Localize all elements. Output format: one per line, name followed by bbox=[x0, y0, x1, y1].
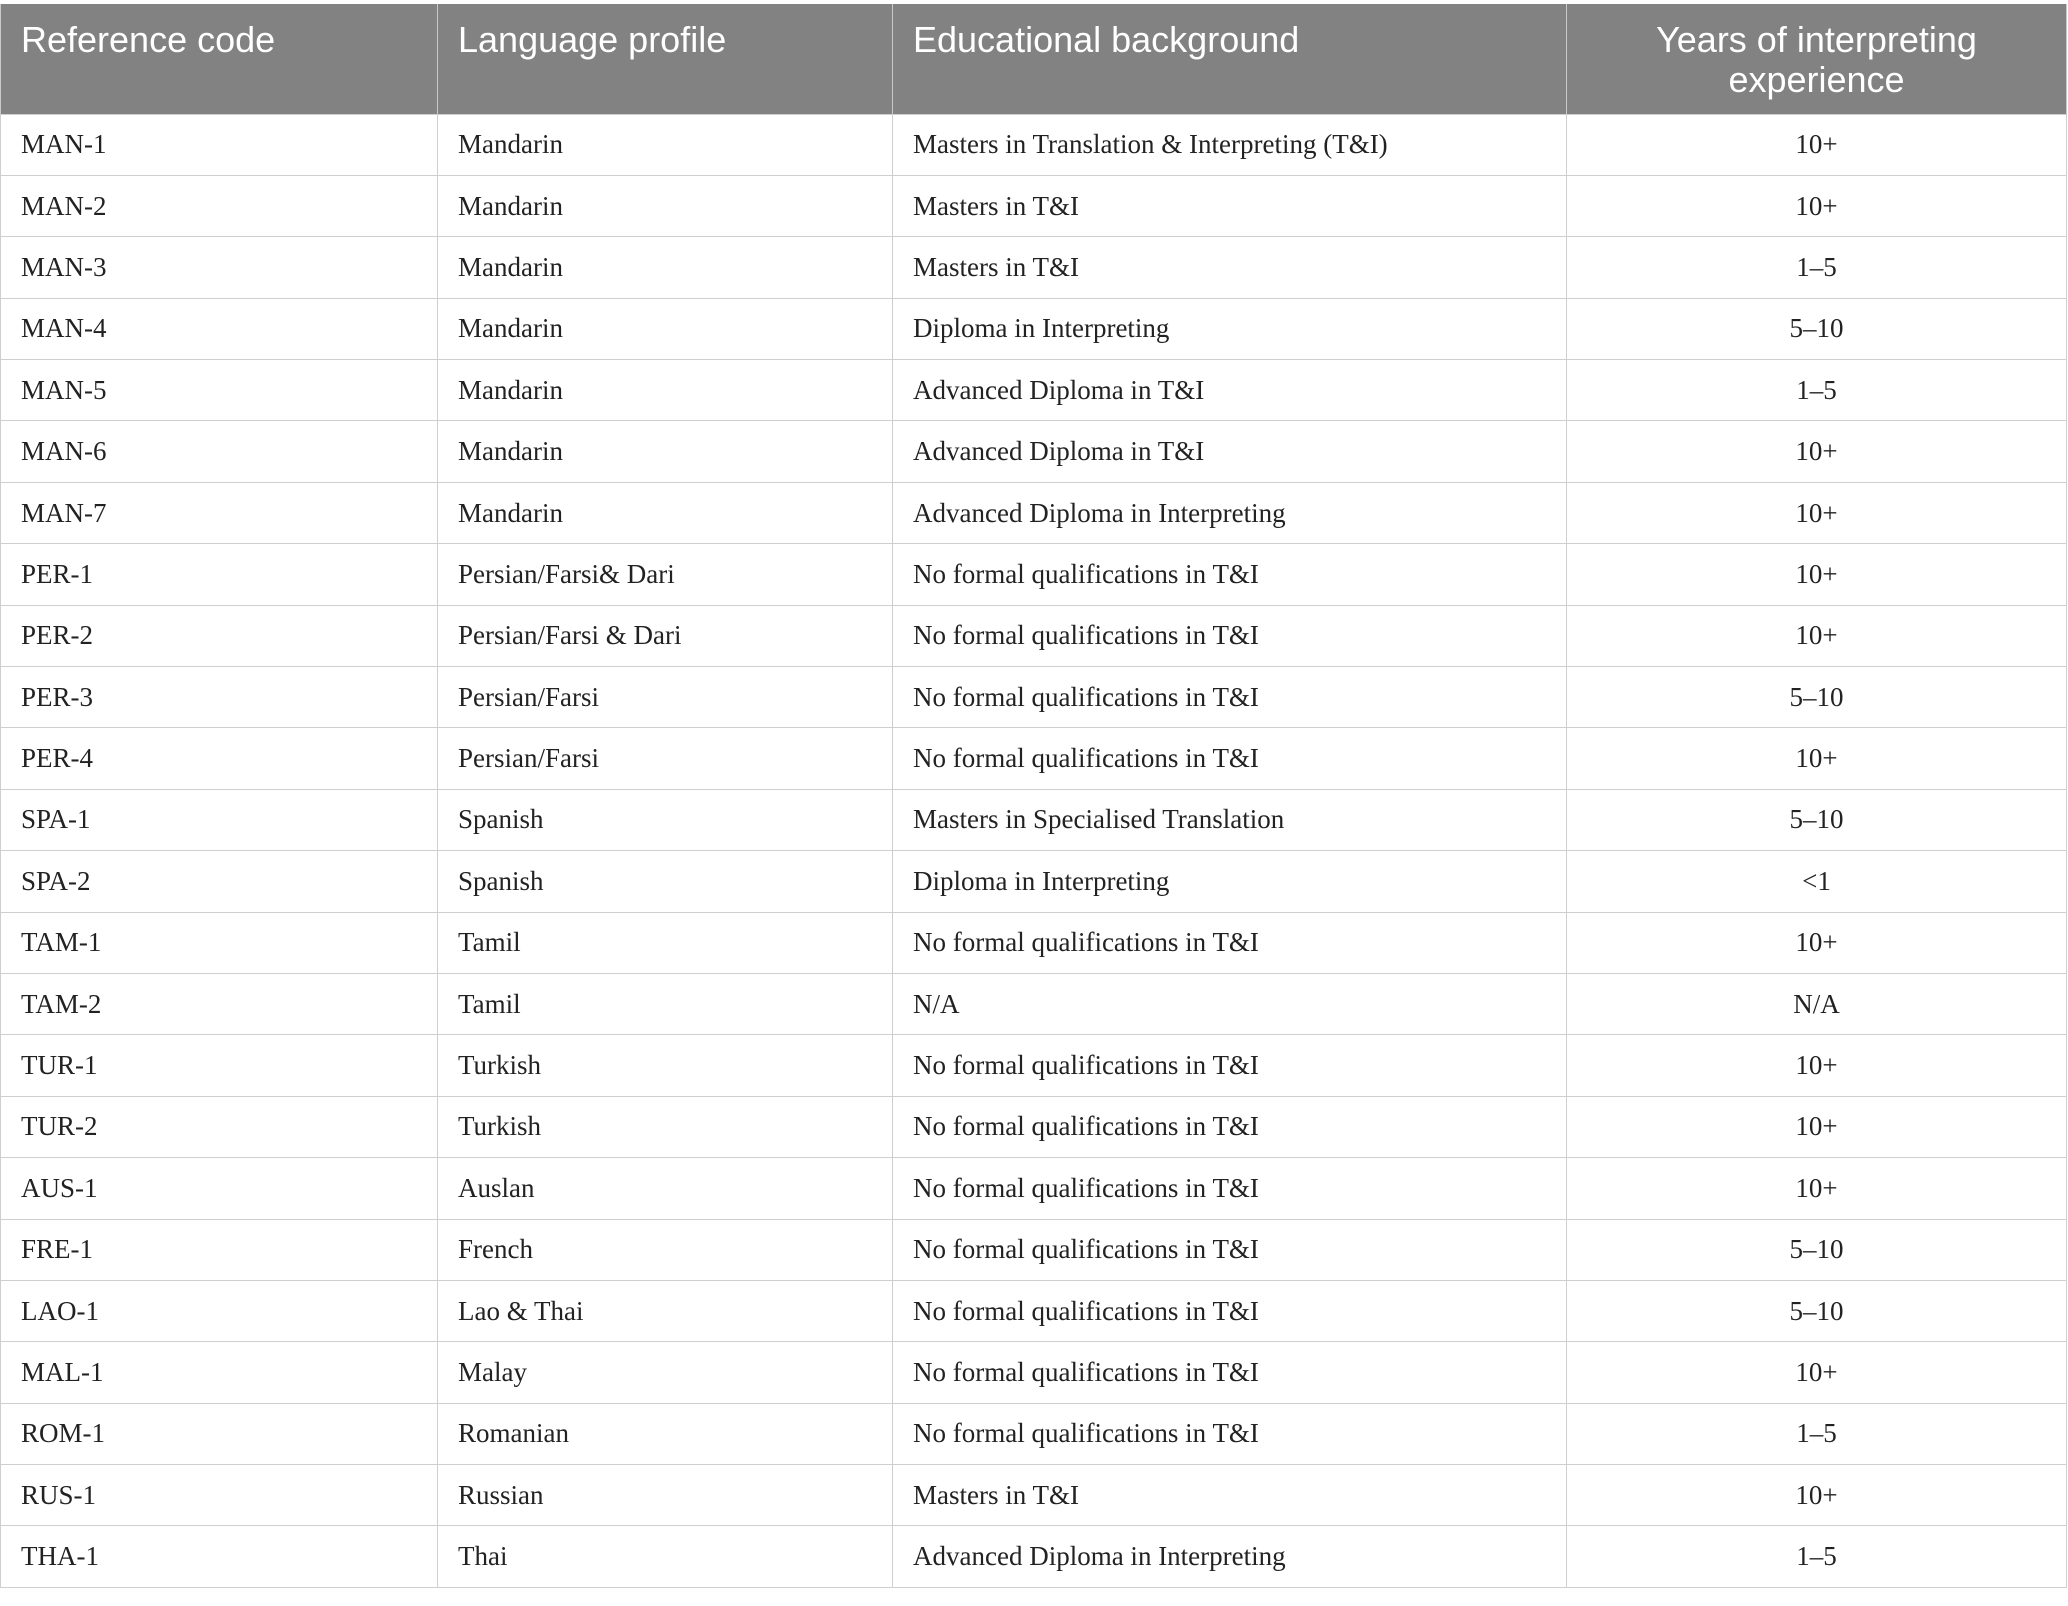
table-row bbox=[1, 298, 2067, 359]
cell-years-experience: 10+ bbox=[1567, 605, 2067, 666]
table-row bbox=[1, 1280, 2067, 1341]
cell-educational-background: No formal qualifications in T&I bbox=[893, 1280, 1567, 1341]
cell-years-experience: 10+ bbox=[1567, 1158, 2067, 1219]
cell-educational-background: Masters in T&I bbox=[893, 175, 1567, 236]
cell-language-profile: Persian/Farsi bbox=[438, 667, 893, 728]
cell-language-profile: Turkish bbox=[438, 1035, 893, 1096]
cell-language-profile: Mandarin bbox=[438, 298, 893, 359]
cell-educational-background: Masters in T&I bbox=[893, 1465, 1567, 1526]
cell-language-profile: Persian/Farsi& Dari bbox=[438, 544, 893, 605]
cell-years-experience: 1–5 bbox=[1567, 360, 2067, 421]
table-row bbox=[1, 114, 2067, 175]
table-row bbox=[1, 789, 2067, 850]
cell-language-profile: Mandarin bbox=[438, 421, 893, 482]
cell-educational-background: Advanced Diploma in Interpreting bbox=[893, 1526, 1567, 1587]
table-row bbox=[1, 544, 2067, 605]
cell-language-profile: Persian/Farsi bbox=[438, 728, 893, 789]
table-row bbox=[1, 1219, 2067, 1280]
cell-years-experience: 10+ bbox=[1567, 175, 2067, 236]
cell-educational-background: Masters in Translation & Interpreting (T&I) bbox=[893, 114, 1567, 175]
cell-language-profile: Tamil bbox=[438, 973, 893, 1034]
table-row bbox=[1, 605, 2067, 666]
cell-educational-background: No formal qualifications in T&I bbox=[893, 544, 1567, 605]
cell-reference-code: MAN-5 bbox=[1, 360, 438, 421]
cell-years-experience: 5–10 bbox=[1567, 1280, 2067, 1341]
participants-table bbox=[0, 4, 2067, 1588]
cell-language-profile: Thai bbox=[438, 1526, 893, 1587]
cell-educational-background: Diploma in Interpreting bbox=[893, 851, 1567, 912]
cell-language-profile: Spanish bbox=[438, 789, 893, 850]
cell-reference-code: SPA-1 bbox=[1, 789, 438, 850]
cell-educational-background: N/A bbox=[893, 973, 1567, 1034]
table-row bbox=[1, 851, 2067, 912]
cell-reference-code: PER-1 bbox=[1, 544, 438, 605]
cell-reference-code: TUR-1 bbox=[1, 1035, 438, 1096]
cell-reference-code: MAN-7 bbox=[1, 482, 438, 543]
cell-years-experience: N/A bbox=[1567, 973, 2067, 1034]
cell-reference-code: SPA-2 bbox=[1, 851, 438, 912]
cell-language-profile: Russian bbox=[438, 1465, 893, 1526]
cell-reference-code: PER-4 bbox=[1, 728, 438, 789]
cell-educational-background: Masters in T&I bbox=[893, 237, 1567, 298]
table-row bbox=[1, 1403, 2067, 1464]
cell-years-experience: 10+ bbox=[1567, 1096, 2067, 1157]
cell-reference-code: MAL-1 bbox=[1, 1342, 438, 1403]
participants-table-container bbox=[0, 4, 2066, 1588]
cell-language-profile: Turkish bbox=[438, 1096, 893, 1157]
cell-reference-code: FRE-1 bbox=[1, 1219, 438, 1280]
table-row bbox=[1, 1465, 2067, 1526]
cell-years-experience: 1–5 bbox=[1567, 1403, 2067, 1464]
cell-language-profile: Persian/Farsi & Dari bbox=[438, 605, 893, 666]
cell-language-profile: Mandarin bbox=[438, 175, 893, 236]
table-row bbox=[1, 1526, 2067, 1587]
cell-years-experience: 10+ bbox=[1567, 421, 2067, 482]
cell-language-profile: Mandarin bbox=[438, 114, 893, 175]
cell-reference-code: ROM-1 bbox=[1, 1403, 438, 1464]
cell-educational-background: No formal qualifications in T&I bbox=[893, 1219, 1567, 1280]
cell-language-profile: Tamil bbox=[438, 912, 893, 973]
table-row bbox=[1, 973, 2067, 1034]
cell-reference-code: TAM-2 bbox=[1, 973, 438, 1034]
table-row bbox=[1, 482, 2067, 543]
cell-language-profile: French bbox=[438, 1219, 893, 1280]
cell-years-experience: 10+ bbox=[1567, 1035, 2067, 1096]
table-row bbox=[1, 667, 2067, 728]
cell-educational-background: No formal qualifications in T&I bbox=[893, 1158, 1567, 1219]
cell-educational-background: Masters in Specialised Translation bbox=[893, 789, 1567, 850]
cell-language-profile: Auslan bbox=[438, 1158, 893, 1219]
cell-years-experience: 10+ bbox=[1567, 114, 2067, 175]
cell-educational-background: No formal qualifications in T&I bbox=[893, 605, 1567, 666]
cell-years-experience: 10+ bbox=[1567, 482, 2067, 543]
table-row bbox=[1, 1342, 2067, 1403]
header-language-profile: Language profile bbox=[438, 4, 893, 114]
cell-educational-background: No formal qualifications in T&I bbox=[893, 667, 1567, 728]
table-row bbox=[1, 421, 2067, 482]
table-body bbox=[1, 114, 2067, 1587]
cell-educational-background: Advanced Diploma in T&I bbox=[893, 421, 1567, 482]
cell-educational-background: Advanced Diploma in T&I bbox=[893, 360, 1567, 421]
cell-years-experience: 10+ bbox=[1567, 544, 2067, 605]
cell-reference-code: MAN-6 bbox=[1, 421, 438, 482]
cell-educational-background: No formal qualifications in T&I bbox=[893, 1403, 1567, 1464]
table-row bbox=[1, 175, 2067, 236]
cell-years-experience: 10+ bbox=[1567, 728, 2067, 789]
cell-language-profile: Malay bbox=[438, 1342, 893, 1403]
table-header-row bbox=[1, 4, 2067, 114]
cell-years-experience: 5–10 bbox=[1567, 667, 2067, 728]
cell-reference-code: RUS-1 bbox=[1, 1465, 438, 1526]
cell-educational-background: No formal qualifications in T&I bbox=[893, 728, 1567, 789]
table-row bbox=[1, 237, 2067, 298]
cell-reference-code: MAN-4 bbox=[1, 298, 438, 359]
table-row bbox=[1, 1158, 2067, 1219]
cell-language-profile: Mandarin bbox=[438, 482, 893, 543]
cell-reference-code: THA-1 bbox=[1, 1526, 438, 1587]
cell-reference-code: LAO-1 bbox=[1, 1280, 438, 1341]
cell-reference-code: AUS-1 bbox=[1, 1158, 438, 1219]
header-years-experience: Years of interpreting experience bbox=[1567, 4, 2067, 114]
cell-reference-code: PER-3 bbox=[1, 667, 438, 728]
cell-years-experience: 10+ bbox=[1567, 1342, 2067, 1403]
cell-reference-code: MAN-1 bbox=[1, 114, 438, 175]
cell-years-experience: 5–10 bbox=[1567, 1219, 2067, 1280]
cell-language-profile: Lao & Thai bbox=[438, 1280, 893, 1341]
header-reference-code: Reference code bbox=[1, 4, 438, 114]
cell-years-experience: 10+ bbox=[1567, 1465, 2067, 1526]
cell-language-profile: Mandarin bbox=[438, 237, 893, 298]
cell-educational-background: No formal qualifications in T&I bbox=[893, 912, 1567, 973]
table-row bbox=[1, 1035, 2067, 1096]
cell-reference-code: TUR-2 bbox=[1, 1096, 438, 1157]
table-row bbox=[1, 1096, 2067, 1157]
cell-educational-background: No formal qualifications in T&I bbox=[893, 1035, 1567, 1096]
cell-educational-background: No formal qualifications in T&I bbox=[893, 1342, 1567, 1403]
cell-language-profile: Spanish bbox=[438, 851, 893, 912]
cell-years-experience: 1–5 bbox=[1567, 237, 2067, 298]
cell-language-profile: Mandarin bbox=[438, 360, 893, 421]
cell-reference-code: TAM-1 bbox=[1, 912, 438, 973]
cell-years-experience: 1–5 bbox=[1567, 1526, 2067, 1587]
cell-educational-background: No formal qualifications in T&I bbox=[893, 1096, 1567, 1157]
header-educational-background: Educational background bbox=[893, 4, 1567, 114]
cell-language-profile: Romanian bbox=[438, 1403, 893, 1464]
cell-educational-background: Diploma in Interpreting bbox=[893, 298, 1567, 359]
cell-years-experience: 5–10 bbox=[1567, 789, 2067, 850]
cell-educational-background: Advanced Diploma in Interpreting bbox=[893, 482, 1567, 543]
cell-reference-code: MAN-2 bbox=[1, 175, 438, 236]
cell-years-experience: 5–10 bbox=[1567, 298, 2067, 359]
table-row bbox=[1, 360, 2067, 421]
cell-years-experience: 10+ bbox=[1567, 912, 2067, 973]
cell-reference-code: MAN-3 bbox=[1, 237, 438, 298]
cell-years-experience: <1 bbox=[1567, 851, 2067, 912]
cell-reference-code: PER-2 bbox=[1, 605, 438, 666]
table-row bbox=[1, 912, 2067, 973]
table-row bbox=[1, 728, 2067, 789]
